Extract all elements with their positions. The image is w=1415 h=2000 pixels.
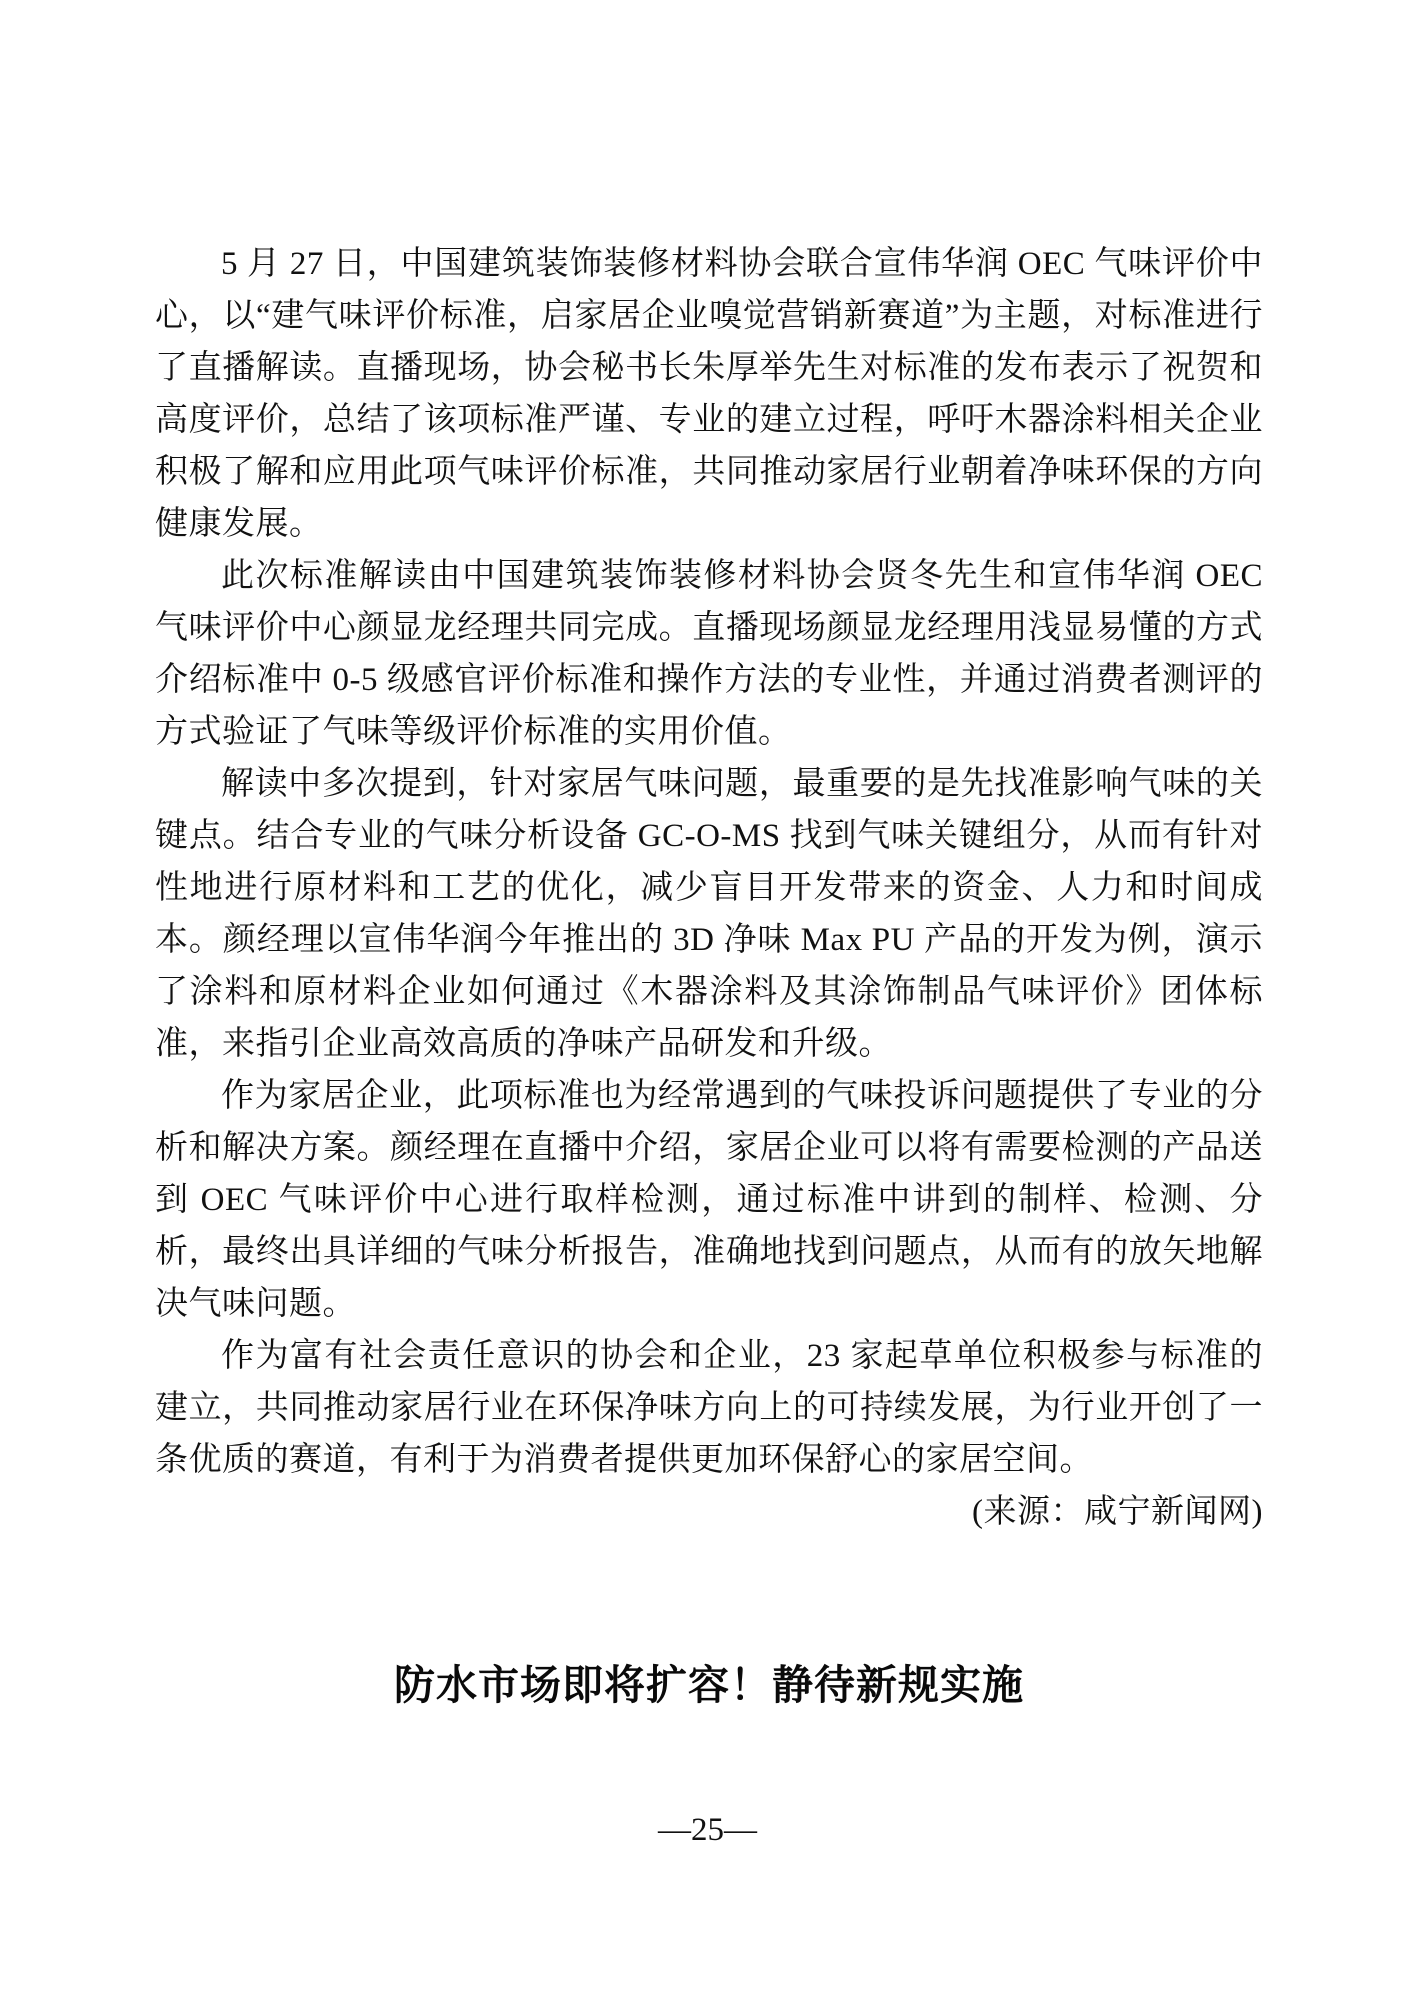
page-number: —25— xyxy=(658,1812,757,1848)
article-body xyxy=(155,238,1263,1538)
paragraph-2: 此次标准解读由中国建筑装饰装修材料协会贤冬先生和宣伟华润 OEC 气味评价中心颜显龙经理共同完成。直播现场颜显龙经理用浅显易懂的方式介绍标准中 0-5 级感官评价标准和操作方法的专业性，并通过消费者测评的方式验证了气味等级评价标准的实用价值。 xyxy=(155,558,1263,750)
paragraph-5 xyxy=(155,1330,1263,1530)
source-attribution: (来源：咸宁新闻网) xyxy=(972,1494,1263,1530)
paragraph-1: 5 月 27 日，中国建筑装饰装修材料协会联合宣伟华润 OEC 气味评价中心，以“建气味评价标准，启家居企业嗅觉营销新赛道”为主题，对标准进行了直播解读。直播现场，协会秘书长朱厚举先生对标准的发布表示了祝贺和高度评价，总结了该项标准严谨、专业的建立过程，呼吁木器涂料相关企业积极了解和应用此项气味评价标准，共同推动家居行业朝着净味环保的方向健康发展。 xyxy=(155,246,1263,542)
paragraph-4: 作为家居企业，此项标准也为经常遇到的气味投诉问题提供了专业的分析和解决方案。颜经理在直播中介绍，家居企业可以将有需要检测的产品送到 OEC 气味评价中心进行取样检测，通过标准中讲到的制样、检测、分析，最终出具详细的气味分析报告，准确地找到问题点，从而有的放矢地解决气味问题。 xyxy=(155,1078,1263,1322)
paragraph-3: 解读中多次提到，针对家居气味问题，最重要的是先找准影响气味的关键点。结合专业的气味分析设备 GC-O-MS 找到气味关键组分，从而有针对性地进行原材料和工艺的优化，减少盲目开发带来的资金、人力和时间成本。颜经理以宣伟华润今年推出的 3D 净味 Max PU 产品的开发为例，演示了涂料和原材料企业如何通过《木器涂料及其涂饰制品气味评价》团体标准，来指引企业高效高质的净味产品研发和升级。 xyxy=(155,766,1263,1062)
paragraph-5-text: 作为富有社会责任意识的协会和企业，23 家起草单位积极参与标准的建立，共同推动家居行业在环保净味方向上的可持续发展，为行业开创了一条优质的赛道，有利于为消费者提供更加环保舒心的家居空间。 xyxy=(155,1338,1263,1478)
next-article-title: 防水市场即将扩容！静待新规实施 xyxy=(394,1662,1024,1708)
